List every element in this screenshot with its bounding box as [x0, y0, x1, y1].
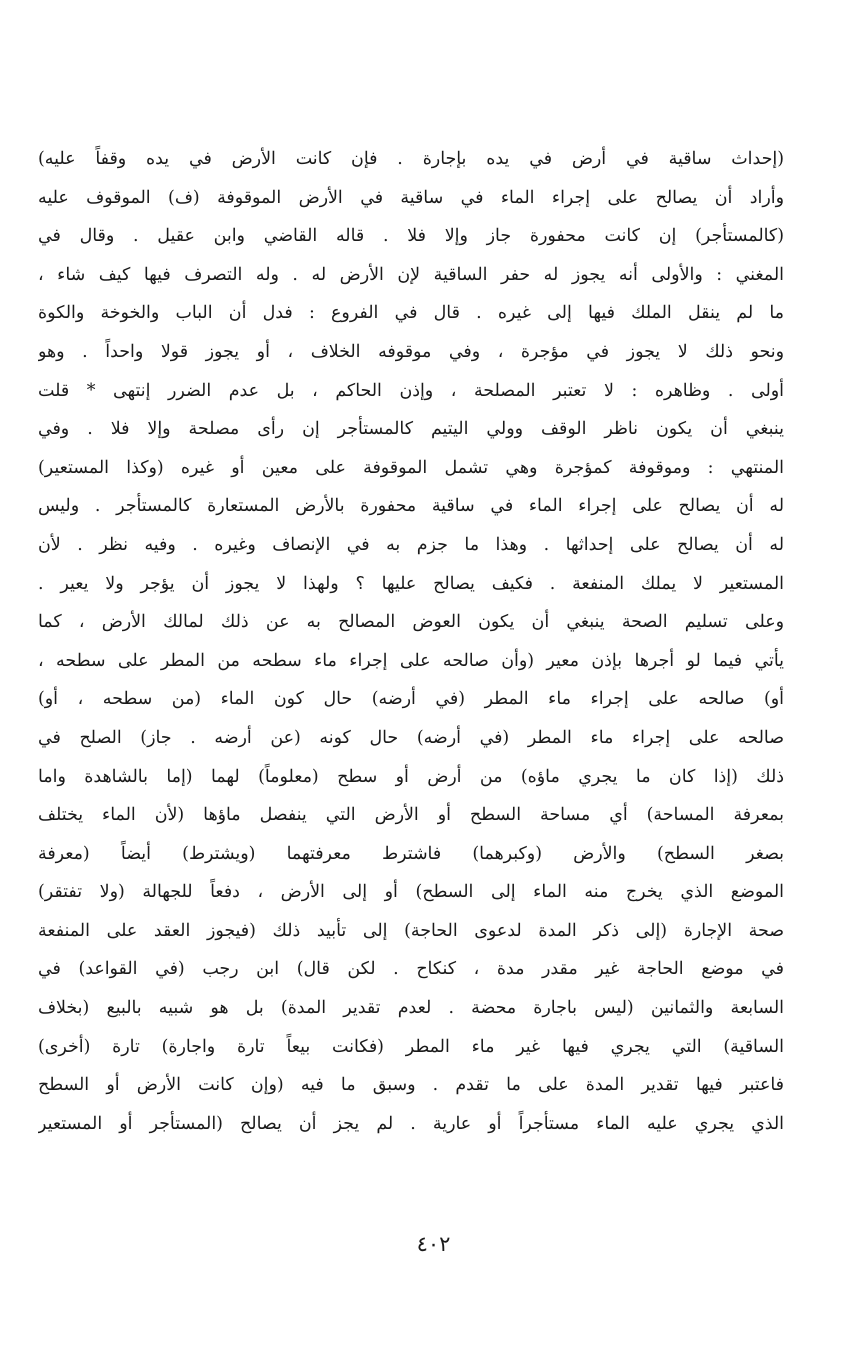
text-line-17: ذلك (إذا كان ما يجري ماؤه) من أرض أو سطح (معلوماً) لهما (إما بالشاهدة واما	[38, 766, 784, 787]
text-line-18: بمعرفة المساحة) أي مساحة السطح أو الأرض التي ينفصل ماؤها (لأن الماء يختلف	[38, 805, 784, 826]
text-line-7: أولى . وظاهره : لا تعتبر المصلحة ، وإذن الحاكم ، بل عدم الضرر إنتهى * قلت	[38, 380, 784, 401]
page-number: ٤٠٢	[416, 1232, 451, 1256]
text-line-14: يأتي فيما لو أجرها بإذن معير (وأن صالحه على إجراء ماء سطحه من المطر على سطحه ،	[38, 650, 784, 671]
text-line-23: السابعة والثمانين (ليس باجارة محضة . لعدم تقدير المدة) بل هو شبيه بالبيع (بخلاف	[38, 998, 784, 1019]
text-line-2: وأراد أن يصالح على إجراء الماء في ساقية في الأرض الموقوفة (ف) الموقوف عليه	[38, 187, 784, 208]
text-line-5: ما لم ينقل الملك فيها إلى غيره . قال في الفروع : فدل أن الباب والخوخة والكوة	[38, 303, 784, 324]
text-line-1: (إحداث ساقية في أرض في يده بإجارة . فإن كانت الأرض في يده وقفاً عليه)	[38, 149, 784, 169]
text-line-8: ينبغي أن يكون ناظر الوقف وولي اليتيم كالمستأجر إن رأى مصلحة وإلا فلا . وفي	[38, 419, 784, 440]
text-line-25: فاعتبر فيها تقدير المدة على ما تقدم . وسبق ما فيه (وإن كانت الأرض أو السطح	[38, 1075, 784, 1096]
text-line-11: له أن يصالح على إحداثها . وهذا ما جزم به في الإنصاف وغيره . وفيه نظر . لأن	[38, 534, 784, 555]
text-line-12: المستعير لا يملك المنفعة . فكيف يصالح عليها ؟ ولهذا لا يجوز أن يؤجر ولا يعير .	[38, 573, 784, 594]
text-line-19: بصغر السطح) والأرض (وكبرهما) فاشترط معرفتهما (ويشترط) أيضاً (معرفة	[38, 843, 784, 864]
text-line-20: الموضع الذي يخرج منه الماء إلى السطح) أو إلى الأرض ، دفعاً للجهالة (ولا تفتقر)	[38, 882, 784, 903]
text-line-15: أو) صالحه على إجراء ماء المطر (في أرضه) حال كون الماء (من سطحه ، أو)	[38, 689, 784, 710]
text-line-4: المغني : والأولى أنه يجوز له حفر الساقية لإن الأرض له . وله التصرف فيها كيف شاء ،	[38, 264, 784, 285]
text-line-22: في موضع الحاجة غير مقدر مدة ، كنكاح . لكن قال) ابن رجب (في القواعد) في	[38, 959, 784, 980]
text-line-3: (كالمستأجر) إن كانت محفورة جاز وإلا فلا . قاله القاضي وابن عقيل . وقال في	[38, 226, 784, 247]
text-line-21: صحة الإجارة (إلى ذكر المدة لدعوى الحاجة) إلى تأبيد ذلك (فيجوز العقد على المنفعة	[38, 920, 784, 941]
text-line-10: له أن يصالح على إجراء الماء في ساقية محفورة بالأرض المستعارة كالمستأجر . وليس	[38, 496, 784, 517]
text-line-13: وعلى تسليم الصحة ينبغي أن يكون العوض المصالح به عن ذلك لمالك الأرض ، كما	[38, 612, 784, 633]
text-line-24: الساقية) التي يجري فيها غير ماء المطر (فكانت بيعاً تارة واجارة) تارة (أخرى)	[38, 1036, 784, 1057]
text-line-16: صالحه على إجراء ماء المطر (في أرضه) حال كونه (عن أرضه . جاز) الصلح في	[38, 727, 784, 748]
text-line-6: ونحو ذلك لا يجوز في مؤجرة ، وفي موقوفه الخلاف ، أو يجوز قولا واحداً . وهو	[38, 341, 784, 362]
text-line-9: المنتهي : وموقوفة كمؤجرة وهي تشمل الموقوفة على معين أو غيره (وكذا المستعير)	[38, 457, 784, 478]
text-line-26: الذي يجري عليه الماء مستأجراً أو عارية . لم يجز أن يصالح (المستأجر أو المستعير	[38, 1113, 784, 1134]
body-text	[38, 140, 784, 1143]
